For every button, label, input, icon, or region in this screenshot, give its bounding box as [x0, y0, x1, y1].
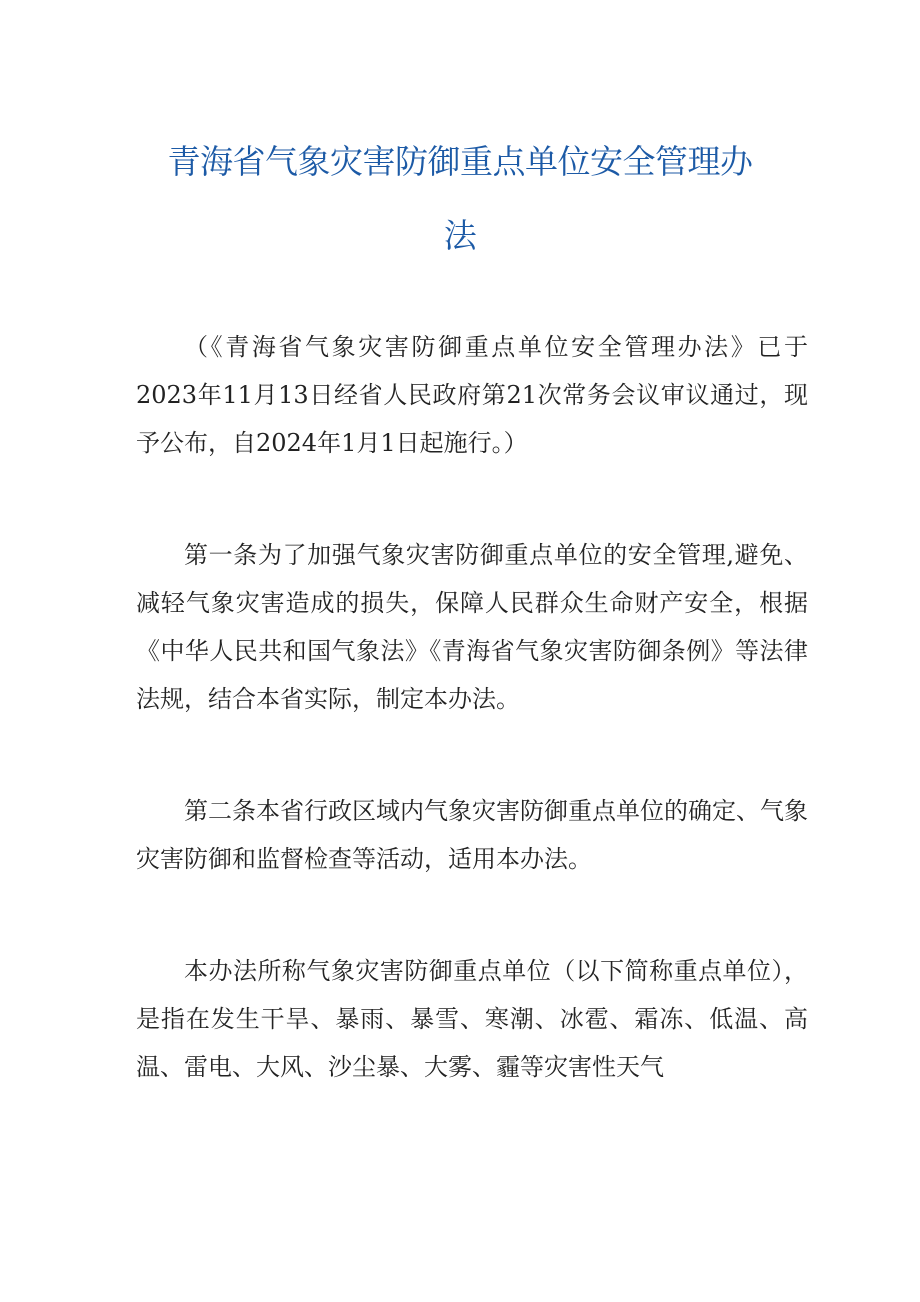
promulgation-note: （《青海省气象灾害防御重点单位安全管理办法》已于2023年11月13日经省人民政府第21次常务会议审议通过，现予公布，自2024年1月1日起施行。） — [136, 333, 808, 457]
article-1: 第一条为了加强气象灾害防御重点单位的安全管理,避免、减轻气象灾害造成的损失，保障人民群众生命财产安全，根据《中华人民共和国气象法》《青海省气象灾害防御条例》等法律法规，结合本省实际，制定本办法。 — [136, 541, 808, 713]
article-2: 第二条本省行政区域内气象灾害防御重点单位的确定、气象灾害防御和监督检查等活动，适用本办法。 — [136, 797, 808, 873]
document-title-line-1: 青海省气象灾害防御重点单位安全管理办 — [167, 142, 753, 181]
document-title-line-2: 法 — [443, 216, 477, 255]
definition-paragraph: 本办法所称气象灾害防御重点单位（以下简称重点单位），是指在发生干旱、暴雨、暴雪、寒潮、冰雹、霜冻、低温、高温、雷电、大风、沙尘暴、大雾、霾等灾害性天气 — [136, 957, 808, 1081]
